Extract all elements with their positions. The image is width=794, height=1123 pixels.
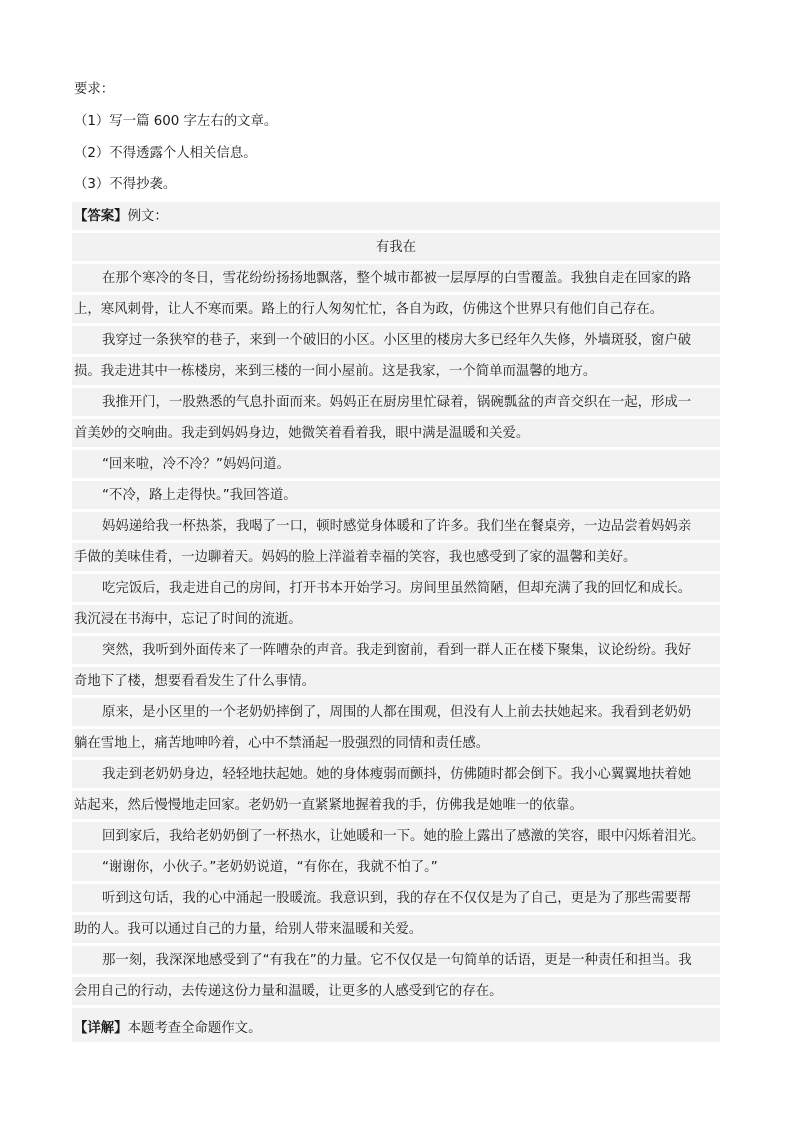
answer-label: 例文： <box>127 209 168 224</box>
essay-line: 妈妈递给我一杯热茶，我喝了一口，顿时感觉身体暖和了许多。我们坐在餐桌旁，一边品尝着妈妈亲 <box>102 519 692 534</box>
detail-text: 本题考查全命题作文。 <box>127 1021 262 1036</box>
essay-line: “回来啦，冷不冷？”妈妈问道。 <box>102 457 290 472</box>
essay-line: 损。我走进其中一栋楼房，来到三楼的一间小屋前。这是我家，一个简单而温馨的地方。 <box>74 364 597 379</box>
essay-line: 躺在雪地上，痛苦地呻吟着，心中不禁涌起一股强烈的同情和责任感。 <box>74 736 490 751</box>
essay-line: 奇地下了楼，想要看看发生了什么事情。 <box>74 674 316 689</box>
essay-line: 那一刻，我深深地感受到了“有我在”的力量。它不仅仅是一句简单的话语，更是一种责任和担当。我 <box>102 953 692 968</box>
requirement-item-1: （1）写一篇 600 字左右的文章。 <box>74 114 278 129</box>
essay-line: “不冷，路上走得快。”我回答道。 <box>102 488 297 503</box>
essay-line: 在那个寒冷的冬日，雪花纷纷扬扬地飘落，整个城市都被一层厚厚的白雪覆盖。我独自走在回家的路 <box>102 271 692 286</box>
essay-line: 突然，我听到外面传来了一阵嘈杂的声音。我走到窗前，看到一群人正在楼下聚集，议论纷纷。我好 <box>102 643 692 658</box>
requirement-item-3: （3）不得抄袭。 <box>74 177 177 192</box>
essay-line: 原来，是小区里的一个老奶奶摔倒了，周围的人都在围观，但没有人上前去扶她起来。我看到老奶奶 <box>102 705 692 720</box>
essay-line: “谢谢你，小伙子。”老奶奶说道，“有你在，我就不怕了。” <box>102 860 438 875</box>
detail-line <box>74 1019 261 1039</box>
essay-line: 上，寒风刺骨，让人不寒而栗。路上的行人匆匆忙忙，各自为政，仿佛这个世界只有他们自己存在。 <box>74 302 664 317</box>
detail-tag: 【详解】 <box>74 1021 128 1036</box>
essay-line: 我走到老奶奶身边，轻轻地扶起她。她的身体瘦弱而颤抖，仿佛随时都会倒下。我小心翼翼地扶着她 <box>102 767 692 782</box>
essay-line: 我沉浸在书海中，忘记了时间的流逝。 <box>74 612 302 627</box>
essay-line: 吃完饭后，我走进自己的房间，打开书本开始学习。房间里虽然简陋，但却充满了我的回忆和成长。 <box>102 581 692 596</box>
essay-line: 会用自己的行动，去传递这份力量和温暖，让更多的人感受到它的存在。 <box>74 984 503 999</box>
answer-tag: 【答案】 <box>74 209 128 224</box>
essay-line: 助的人。我可以通过自己的力量，给别人带来温暖和关爱。 <box>74 922 423 937</box>
essay-line: 我穿过一条狭窄的巷子，来到一个破旧的小区。小区里的楼房大多已经年久失修，外墙斑驳，窗户破 <box>102 333 692 348</box>
essay-title: 有我在 <box>375 240 417 255</box>
essay-line: 回到家后，我给老奶奶倒了一杯热水，让她暖和一下。她的脸上露出了感激的笑容，眼中闪烁着泪光。 <box>102 829 705 844</box>
essay-line: 站起来，然后慢慢地走回家。老奶奶一直紧紧地握着我的手，仿佛我是她唯一的依靠。 <box>74 798 583 813</box>
requirements-heading: 要求： <box>74 82 115 97</box>
answer-header <box>74 207 168 227</box>
essay-line: 我推开门，一股熟悉的气息扑面而来。妈妈正在厨房里忙碌着，锅碗瓢盆的声音交织在一起，形成一 <box>102 395 692 410</box>
essay-line: 听到这句话，我的心中涌起一股暖流。我意识到，我的存在不仅仅是为了自己，更是为了那些需要帮 <box>102 891 692 906</box>
requirement-item-2: （2）不得透露个人相关信息。 <box>74 146 257 161</box>
essay-line: 手做的美味佳肴，一边聊着天。妈妈的脸上洋溢着幸福的笑容，我也感受到了家的温馨和美好。 <box>74 550 637 565</box>
essay-line: 首美妙的交响曲。我走到妈妈身边，她微笑着看着我，眼中满是温暖和关爱。 <box>74 426 530 441</box>
shade-row <box>72 202 720 230</box>
